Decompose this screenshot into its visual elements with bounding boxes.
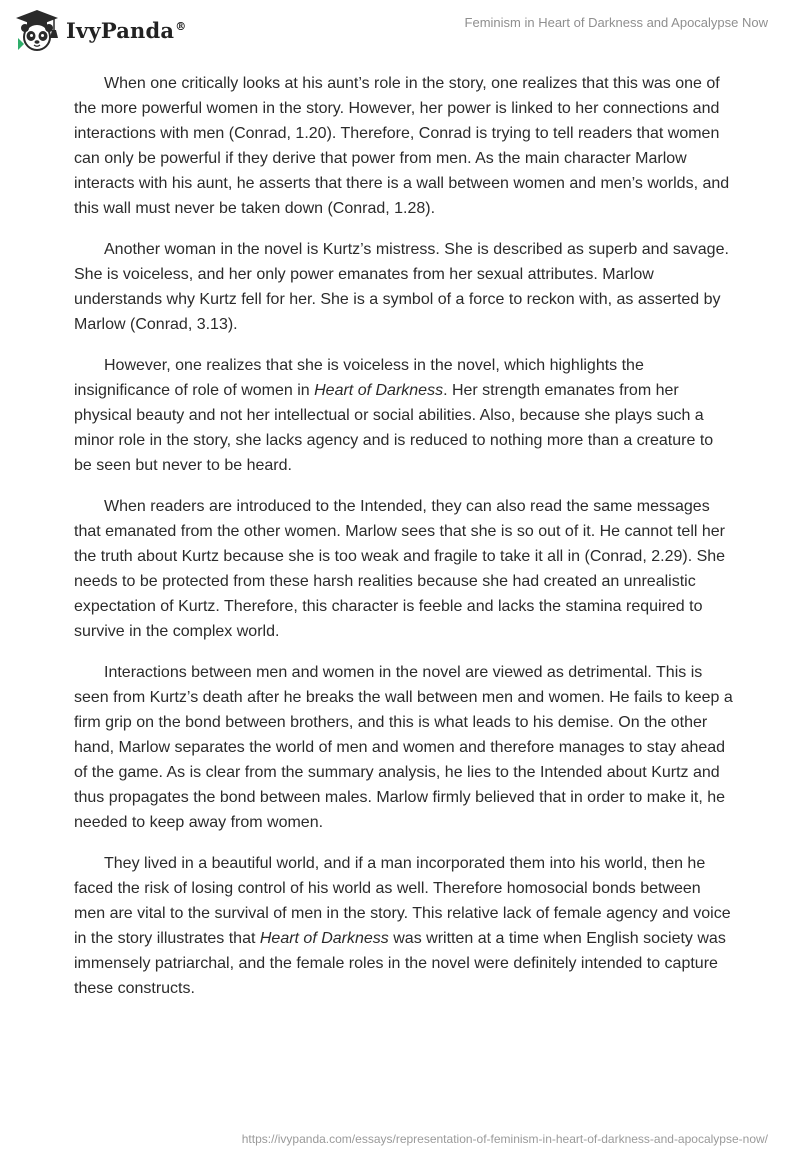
document-title: Feminism in Heart of Darkness and Apocalypse Now (464, 15, 768, 30)
paragraph-voiceless (74, 353, 734, 478)
paragraph-aunt (74, 71, 734, 221)
paragraph-text: They lived in a beautiful world, and if a man incorporated them into his world, then he faced the risk of losing control of his world as well. Therefore homosocial bonds between men are vital to the survival of men in the story. This relative lack of female agency and voice in the story illustrates that (74, 855, 731, 947)
paragraph-text: Interactions between men and women in the novel are viewed as detrimental. This is seen from Kurtz’s death after he breaks the wall between men and women. He fails to keep a firm grip on the bond between brothers, and this is what leads to his demise. On the other hand, Marlow separates the world of men and women and therefore manages to stay ahead of the game. As is clear from the summary analysis, he lies to the Intended about Kurtz and thus propagates the bond between males. Marlow firmly believed that in order to make it, he needed to keep away from women. (74, 664, 733, 831)
book-title-italic: Heart of Darkness (314, 382, 444, 399)
essay-body (74, 71, 734, 1017)
paragraph-mistress (74, 237, 734, 337)
paragraph-interactions (74, 660, 734, 835)
paragraph-text: When one critically looks at his aunt’s role in the story, one realizes that this was one of the more powerful women in the story. However, her power is linked to her connections and interactions with men (Conrad, 1.20). Therefore, Conrad is trying to tell readers that women can only be powerful if they derive that power from men. As the main character Marlow interacts with his aunt, he asserts that there is a wall between women and men’s worlds, and this wall must never be taken down (Conrad, 1.28). (74, 75, 730, 217)
page-header (0, 0, 800, 62)
book-title-italic: Heart of Darkness (259, 930, 389, 947)
paragraph-text: . Her strength emanates from her physical beauty and not her intellectual or social abilities. Also, because she plays such a minor role in the story, she lacks agency and is reduced to nothing more than a creature to be seen but never to be heard. (74, 382, 714, 474)
paragraph-text: was written at a time when English society was immensely patriarchal, and the female roles in the novel were definitely intended to capture these constructs. (74, 930, 726, 997)
paragraph-text: However, one realizes that she is voiceless in the novel, which highlights the insignificance of role of women in (74, 357, 644, 399)
paragraph-homosocial (74, 851, 734, 1001)
panda-graduate-icon (14, 8, 60, 52)
brand-name-text: IvyPanda (66, 17, 175, 43)
brand-name (66, 18, 186, 43)
brand-logo[interactable] (14, 8, 186, 52)
source-url[interactable]: https://ivypanda.com/essays/representation-of-feminism-in-heart-of-darkness-and-apocalypse-now/ (241, 1132, 768, 1146)
paragraph-text: When readers are introduced to the Intended, they can also read the same messages that emanated from the other women. Marlow sees that she is so out of it. He cannot tell her the truth about Kurtz because she is too weak and fragile to take it all in (Conrad, 2.29). She needs to be protected from these harsh realities because she had created an unrealistic expectation of Kurtz. Therefore, this character is feeble and lacks the stamina required to survive in the complex world. (74, 498, 726, 640)
registered-mark: ® (175, 19, 187, 33)
paragraph-intended (74, 494, 734, 644)
paragraph-text: Another woman in the novel is Kurtz’s mistress. She is described as superb and savage. She is voiceless, and her only power emanates from her sexual attributes. Marlow understands why Kurtz fell for her. She is a symbol of a force to reckon with, as asserted by Marlow (Conrad, 3.13). (74, 241, 729, 333)
